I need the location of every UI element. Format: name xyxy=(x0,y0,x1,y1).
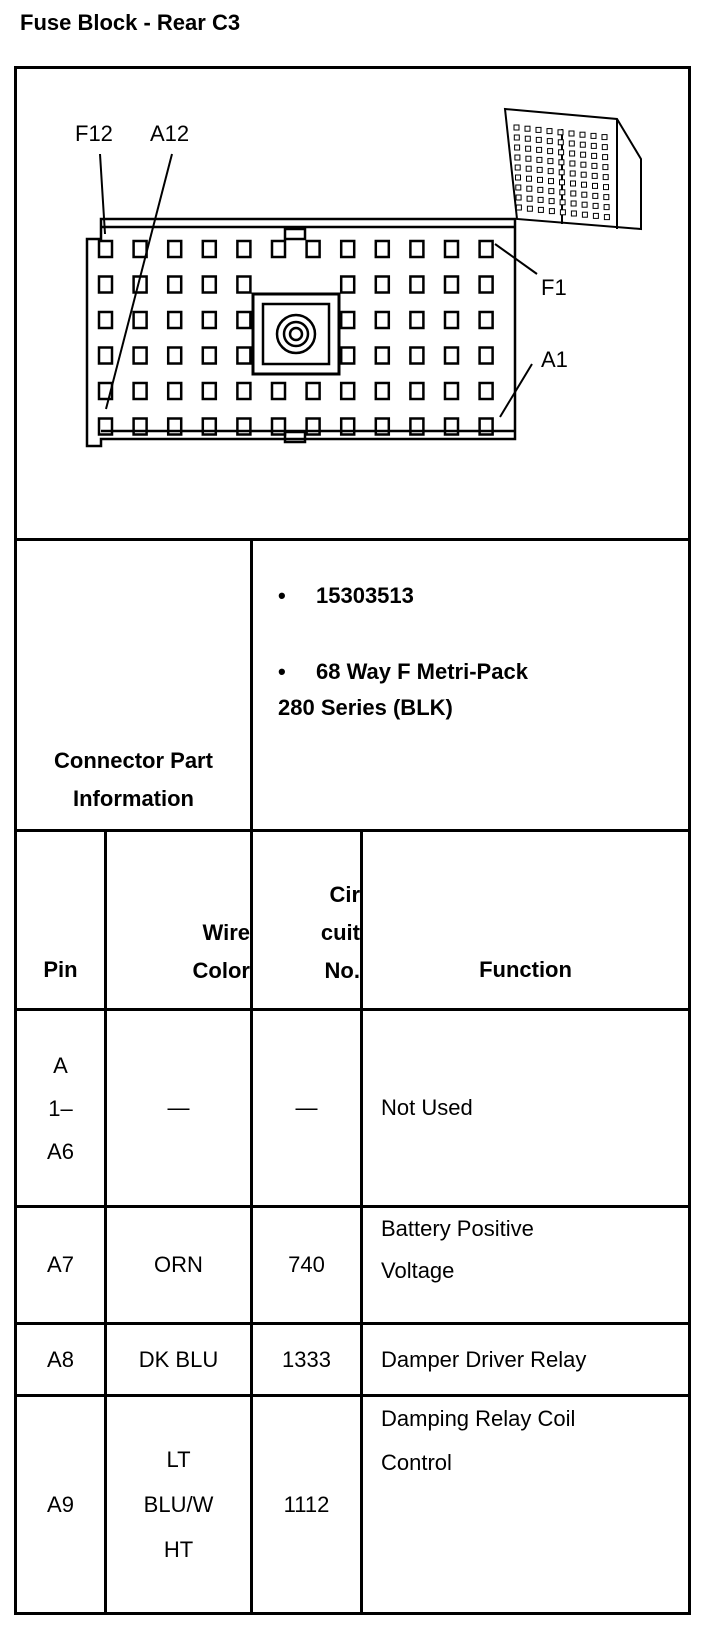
thumbnail-cavity xyxy=(547,139,552,144)
thumbnail-cavity xyxy=(558,130,563,135)
pin-line: A xyxy=(53,1052,68,1078)
thumbnail-cavity xyxy=(604,205,609,210)
cavity xyxy=(445,312,458,328)
thumbnail-cavity xyxy=(571,211,576,216)
cavity xyxy=(376,383,389,399)
thumbnail-cavity xyxy=(560,210,565,215)
function-line: Battery Positive xyxy=(381,1216,534,1241)
cavity xyxy=(99,312,112,328)
table-cell-circuit: 740 xyxy=(288,1252,325,1277)
thumbnail-cavity xyxy=(581,152,586,157)
thumbnail-cavity xyxy=(527,176,532,181)
function-line: Voltage xyxy=(381,1258,455,1283)
thumbnail-cavity xyxy=(570,161,575,166)
thumbnail-cavity xyxy=(538,197,543,202)
thumbnail-cavity xyxy=(592,173,597,178)
header-wire-color xyxy=(107,832,250,1008)
thumbnail-cavity xyxy=(549,209,554,214)
bullet: • xyxy=(278,583,286,608)
thumbnail-cavity xyxy=(548,169,553,174)
thumbnail-cavity xyxy=(602,135,607,140)
header-function: Function xyxy=(479,957,572,982)
part-number-item xyxy=(278,578,678,614)
thumbnail-cavity xyxy=(526,156,531,161)
connector-info-values xyxy=(278,578,678,726)
function-line: Damping Relay Coil xyxy=(381,1406,576,1431)
cavity xyxy=(445,241,458,257)
thumbnail-cavity xyxy=(593,193,598,198)
cavity xyxy=(99,348,112,364)
thumbnail-cavity xyxy=(603,155,608,160)
thumbnail-cavity xyxy=(548,149,553,154)
cavity xyxy=(168,241,181,257)
thumbnail-cavity xyxy=(549,189,554,194)
thumbnail-cavity xyxy=(559,160,564,165)
thumbnail-cavity xyxy=(536,137,541,142)
bullet: • xyxy=(278,659,286,684)
cavity-grid xyxy=(99,241,493,435)
label-f1: F1 xyxy=(541,275,567,300)
cavity xyxy=(272,383,285,399)
cavity xyxy=(480,241,493,257)
thumbnail-cavity xyxy=(593,183,598,188)
thumbnail-cavity xyxy=(591,143,596,148)
thumbnail-cavity xyxy=(549,199,554,204)
cavity xyxy=(307,383,320,399)
thumbnail-cavity xyxy=(527,206,532,211)
thumbnail-cavity xyxy=(582,212,587,217)
thumbnail-cavity xyxy=(538,207,543,212)
cavity xyxy=(237,241,250,257)
thumbnail-cavity xyxy=(560,200,565,205)
cavity xyxy=(168,312,181,328)
cavity xyxy=(203,383,216,399)
connector-info-label-line: Information xyxy=(73,786,194,811)
header-wire-color-line: Color xyxy=(192,958,250,983)
part-number: 15303513 xyxy=(316,583,414,608)
thumbnail-cavity xyxy=(581,172,586,177)
thumbnail-cavity xyxy=(560,180,565,185)
wire-line: BLU/W xyxy=(143,1492,214,1517)
thumbnail-cavity xyxy=(569,141,574,146)
divider xyxy=(14,538,691,541)
table-cell-pin: A7 xyxy=(47,1252,74,1277)
cavity xyxy=(341,383,354,399)
label-a12: A12 xyxy=(150,121,190,146)
thumbnail-cavity xyxy=(516,195,521,200)
table-cell-circuit: — xyxy=(295,1095,318,1120)
thumbnail-cavity xyxy=(549,179,554,184)
thumbnail-cavity xyxy=(548,159,553,164)
thumbnail-cavity xyxy=(560,190,565,195)
cavity xyxy=(168,383,181,399)
cavity xyxy=(376,241,389,257)
thumbnail-cavity xyxy=(569,131,574,136)
cavity xyxy=(99,277,112,293)
header-circuit-line: Cir xyxy=(329,882,360,907)
thumbnail-cavity xyxy=(580,132,585,137)
cavity xyxy=(237,277,250,293)
table-cell-function: Damper Driver Relay xyxy=(381,1346,587,1372)
thumbnail-cavity xyxy=(526,166,531,171)
cavity xyxy=(203,312,216,328)
wire-line: LT xyxy=(166,1447,191,1472)
connector-info-label-line: Connector Part xyxy=(54,748,213,773)
table-cell-pin: A8 xyxy=(47,1346,74,1372)
cavity xyxy=(168,277,181,293)
cavity xyxy=(480,277,493,293)
thumbnail-cavity xyxy=(559,150,564,155)
thumbnail-cavity xyxy=(514,125,519,130)
cavity xyxy=(410,312,423,328)
thumbnail-cavity xyxy=(571,181,576,186)
thumbnail-cavity xyxy=(516,205,521,210)
cavity xyxy=(341,348,354,364)
cavity xyxy=(341,241,354,257)
thumbnail-cavity xyxy=(547,129,552,134)
thumbnail-cavity xyxy=(571,191,576,196)
cavity xyxy=(134,241,147,257)
table-cell-wire xyxy=(107,1397,250,1612)
table-cell-wire: ORN xyxy=(154,1252,203,1277)
table-cell-pin xyxy=(17,1011,104,1205)
cavity xyxy=(237,383,250,399)
thumbnail-cavity xyxy=(593,203,598,208)
cavity xyxy=(272,241,285,257)
thumbnail-cavity xyxy=(604,195,609,200)
cavity xyxy=(410,277,423,293)
cavity xyxy=(480,383,493,399)
connector-thumbnail xyxy=(505,109,641,229)
thumbnail-cavity xyxy=(527,196,532,201)
leader-lines xyxy=(100,154,537,417)
cavity xyxy=(410,241,423,257)
thumbnail-cavity xyxy=(604,215,609,220)
thumbnail-cavity xyxy=(538,187,543,192)
cavity xyxy=(134,383,147,399)
thumbnail-cavity xyxy=(536,127,541,132)
thumbnail-cavity xyxy=(603,165,608,170)
thumbnail-cavity xyxy=(593,213,598,218)
cavity xyxy=(376,348,389,364)
table-cell-function xyxy=(363,1208,688,1322)
cavity xyxy=(445,348,458,364)
thumbnail-cavity xyxy=(537,147,542,152)
pin-line: 1– xyxy=(48,1095,73,1121)
cavity xyxy=(410,383,423,399)
part-description-line: 280 Series (BLK) xyxy=(278,695,453,720)
thumbnail-cavity xyxy=(582,192,587,197)
thumbnail-cavity xyxy=(558,140,563,145)
thumbnail-cavity xyxy=(516,175,521,180)
thumbnail-cavity xyxy=(582,202,587,207)
thumbnail-cavity xyxy=(581,162,586,167)
thumbnail-cavity xyxy=(580,142,585,147)
cavity xyxy=(134,312,147,328)
thumbnail-cavity xyxy=(516,185,521,190)
part-description-line: 68 Way F Metri-Pack xyxy=(316,659,528,684)
label-a1: A1 xyxy=(541,347,568,372)
cavity xyxy=(445,277,458,293)
thumbnail-cavity xyxy=(514,135,519,140)
table-cell-wire: — xyxy=(167,1095,190,1120)
thumbnail-cavity xyxy=(571,201,576,206)
connector-info-label xyxy=(17,741,250,819)
table-cell-circuit: 1333 xyxy=(282,1346,331,1372)
cavity xyxy=(203,348,216,364)
page-title: Fuse Block - Rear C3 xyxy=(20,10,241,35)
cavity xyxy=(237,348,250,364)
cavity xyxy=(307,241,320,257)
cavity xyxy=(376,312,389,328)
thumbnail-cavity xyxy=(602,145,607,150)
cavity xyxy=(168,348,181,364)
table-cell-function xyxy=(363,1397,688,1612)
thumbnail-cavity xyxy=(515,155,520,160)
table-cell-circuit: 1112 xyxy=(283,1491,330,1517)
header-circuit-line: cuit xyxy=(320,920,360,945)
header-wire-color-line: Wire xyxy=(202,920,250,945)
cavity xyxy=(203,241,216,257)
thumbnail-cavity xyxy=(527,186,532,191)
thumbnail-cavity xyxy=(526,146,531,151)
connector-diagram xyxy=(17,69,688,556)
pin-line: A6 xyxy=(47,1138,74,1164)
cavity xyxy=(341,277,354,293)
cavity xyxy=(203,277,216,293)
table-cell-function: Not Used xyxy=(381,1095,473,1120)
table-cell-pin: A9 xyxy=(47,1491,74,1517)
cavity xyxy=(445,383,458,399)
label-f12: F12 xyxy=(75,121,113,146)
cavity xyxy=(410,348,423,364)
thumbnail-cavity xyxy=(525,136,530,141)
connector-face xyxy=(87,219,515,446)
thumbnail-cavity xyxy=(515,165,520,170)
thumbnail-cavity xyxy=(537,157,542,162)
thumbnail-cavity xyxy=(591,133,596,138)
thumbnail-cavity xyxy=(525,126,530,131)
header-circuit-no xyxy=(253,832,360,1008)
cavity xyxy=(341,312,354,328)
cavity xyxy=(376,277,389,293)
cavity xyxy=(480,348,493,364)
thumbnail-cavity xyxy=(592,153,597,158)
table-cell-wire: DK BLU xyxy=(138,1346,219,1372)
thumbnail-cavity xyxy=(570,151,575,156)
cavity xyxy=(237,312,250,328)
cavity xyxy=(134,348,147,364)
thumbnail-cavity xyxy=(537,167,542,172)
wire-line: HT xyxy=(163,1537,194,1562)
thumbnail-cavity xyxy=(559,170,564,175)
header-pin: Pin xyxy=(43,957,78,982)
cavity xyxy=(99,241,112,257)
header-circuit-line: No. xyxy=(324,958,360,983)
thumbnail-cavity xyxy=(538,177,543,182)
part-description-item xyxy=(278,654,678,690)
thumbnail-cavity xyxy=(582,182,587,187)
thumbnail-cavity xyxy=(570,171,575,176)
thumbnail-cavity xyxy=(603,175,608,180)
thumbnail-cavity xyxy=(515,145,520,150)
function-line: Control xyxy=(381,1450,452,1475)
thumbnail-cavity xyxy=(604,185,609,190)
thumbnail-cavity xyxy=(592,163,597,168)
cavity xyxy=(480,312,493,328)
